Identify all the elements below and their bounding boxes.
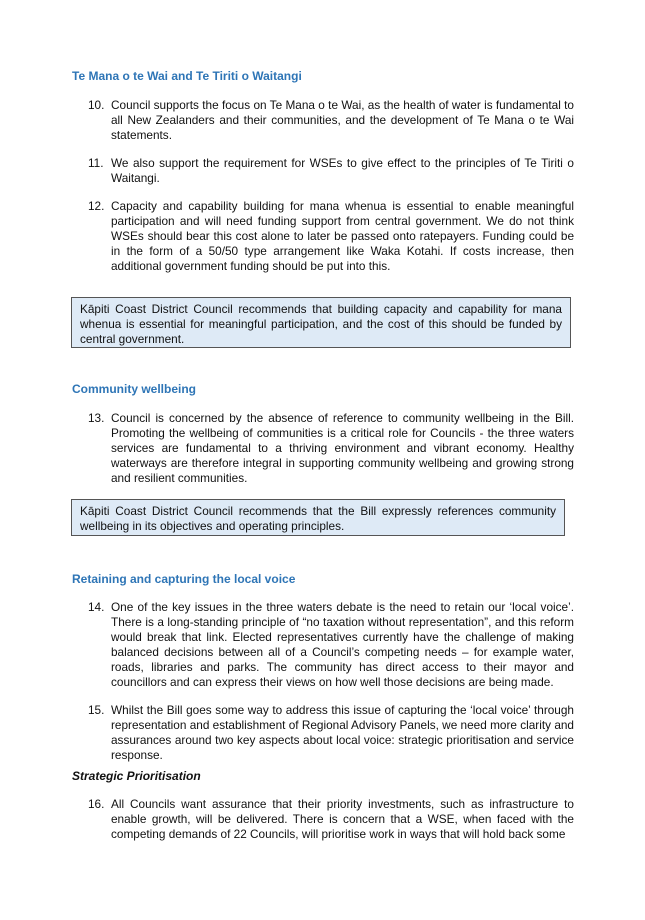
item-text: Council is concerned by the absence of reference to community wellbeing in the Bill. Promoting the wellbeing of communities is a critical role for Councils - the three waters services are fundamental to a thriving environment and vibrant economy. Healthy waterways are therefore integral in supporting community wellbeing and growing strong and resilient communities. <box>111 411 574 485</box>
item-number: 11. <box>88 156 104 170</box>
list-item <box>88 98 574 143</box>
item-number: 16. <box>88 797 105 811</box>
section-heading-community: Community wellbeing <box>72 382 197 396</box>
list-item <box>88 199 574 274</box>
item-number: 10. <box>88 98 105 112</box>
list-item <box>88 600 574 690</box>
item-text: One of the key issues in the three waters debate is the need to retain our ‘local voice’. There is a long-standing principle of “no taxation without representation”, and this reform would break that link. Elected representatives currently have the challenge of making balanced decisions between all of a Council’s competing needs – for example water, roads, libraries and parks. The community has direct access to their mayor and councillors and can express their views on how well those decisions are being made. <box>111 600 574 689</box>
item-text: Capacity and capability building for mana whenua is essential to enable meaningful participation and will need funding support from central government. We do not think WSEs should bear this cost alone to later be passed onto ratepayers. Funding could be in the form of a 50/50 type arrangement like Waka Kotahi. If costs increase, then additional government funding should be put into this. <box>111 199 574 273</box>
item-number: 14. <box>88 600 105 614</box>
item-number: 13. <box>88 411 105 425</box>
list-item <box>88 411 574 486</box>
item-text: All Councils want assurance that their priority investments, such as infrastructure to enable growth, will be delivered. There is concern that a WSE, when faced with the competing demands of 22 Councils, will prioritise work in ways that will hold back some <box>111 797 574 841</box>
item-number: 15. <box>88 703 105 717</box>
item-text: Whilst the Bill goes some way to address this issue of capturing the ‘local voice’ through representation and establishment of Regional Advisory Panels, we need more clarity and assurances around two key aspects about local voice: strategic prioritisation and service response. <box>111 703 574 762</box>
item-text: We also support the requirement for WSEs to give effect to the principles of Te Tiriti o Waitangi. <box>111 156 574 185</box>
item-number: 12. <box>88 199 105 213</box>
list-item <box>88 156 574 186</box>
list-item <box>88 797 574 842</box>
item-text: Council supports the focus on Te Mana o te Wai, as the health of water is fundamental to all New Zealanders and their communities, and the development of Te Mana o te Wai statements. <box>111 98 574 142</box>
recommendation-box-te-mana: Kāpiti Coast District Council recommends that building capacity and capability for mana whenua is essential for meaningful participation, and the cost of this should be funded by central government. <box>71 297 571 348</box>
section-heading-local-voice: Retaining and capturing the local voice <box>72 572 296 586</box>
recommendation-box-community: Kāpiti Coast District Council recommends that the Bill expressly references community wellbeing in its objectives and operating principles. <box>71 499 565 536</box>
list-item <box>88 703 574 763</box>
subheading-strategic-prioritisation: Strategic Prioritisation <box>72 769 201 783</box>
section-heading-te-mana: Te Mana o te Wai and Te Tiriti o Waitangi <box>72 69 302 83</box>
